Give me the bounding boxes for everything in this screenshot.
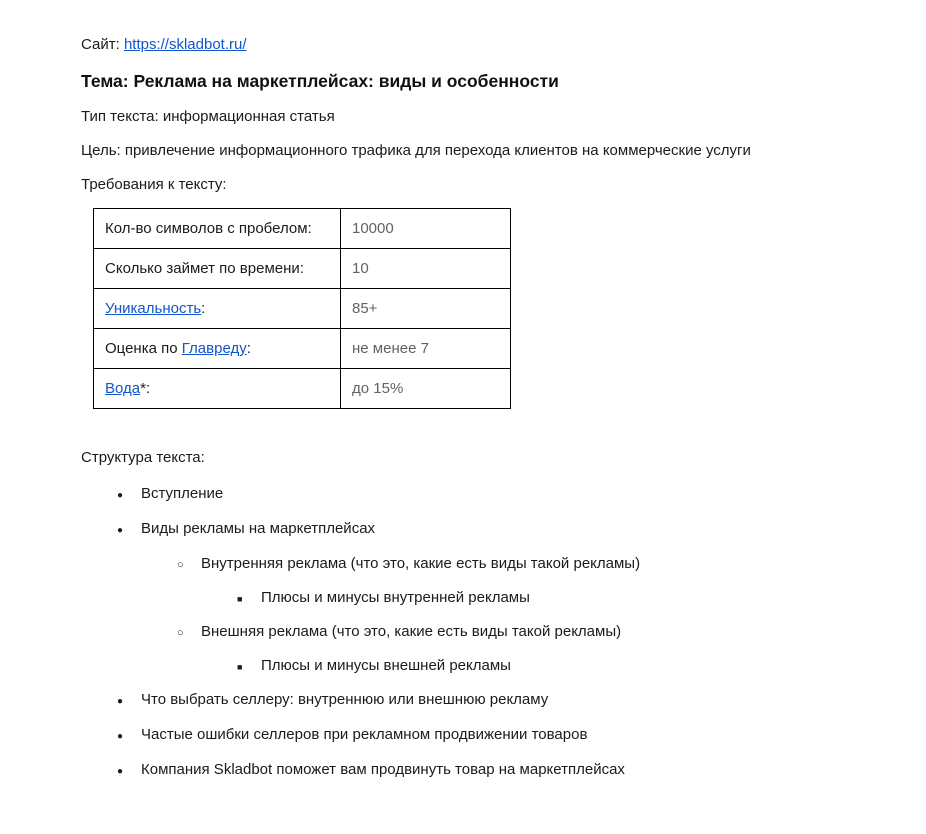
table-cell-value: 10 [341,249,511,289]
table-cell-value: 10000 [341,209,511,249]
label-text: : [201,299,206,317]
list-item-text: Виды рекламы на маркетплейсах [141,520,376,537]
list-item [81,655,846,678]
list-item-text: Плюсы и минусы внешней рекламы [261,657,511,674]
table-row [94,249,511,289]
table-row [94,289,511,329]
list-item-text: Что выбрать селлеру: внутреннюю или внешнюю рекламу [141,691,549,708]
label-text: : [246,339,251,357]
text-type-line: Тип текста: информационная статья [81,108,335,125]
page-title: Тема: Реклама на маркетплейсах: виды и особенности [81,71,559,91]
voda-link[interactable]: Вода [105,379,141,397]
list-item-text: Внутренняя реклама (что это, какие есть виды такой рекламы) [201,555,641,572]
table-cell-label [94,289,341,329]
list-item [81,518,846,542]
bullet-disc-icon: ● [117,525,124,536]
list-item [81,587,846,610]
label-text: Сколько займет по времени: [105,259,304,277]
bullet-circle-icon: ○ [177,627,184,639]
bullet-disc-icon: ● [117,766,124,777]
site-label: Сайт: [81,36,124,53]
requirements-table [93,208,511,409]
bullet-square-icon: ■ [237,594,243,604]
list-item [81,689,846,713]
uniqueness-link[interactable]: Уникальность [105,299,202,317]
label-text: Кол-во символов с пробелом: [105,219,312,237]
list-item [81,483,846,507]
label-text: Оценка по [105,339,182,357]
list-item-text: Вступление [141,485,224,502]
table-row [94,329,511,369]
bullet-circle-icon: ○ [177,559,184,571]
table-cell-label [94,249,341,289]
table-cell-label [94,209,341,249]
list-item [81,553,846,576]
table-cell-label [94,369,341,409]
table-cell-value: до 15% [341,369,511,409]
list-item [81,621,846,644]
list-item [81,759,846,783]
list-item-text: Частые ошибки селлеров при рекламном продвижении товаров [141,726,588,743]
list-item-text: Компания Skladbot поможет вам продвинуть товар на маркетплейсах [141,761,625,778]
site-link[interactable]: https://skladbot.ru/ [123,36,247,53]
bullet-square-icon: ■ [237,662,243,672]
structure-label: Структура текста: [81,449,205,466]
bullet-disc-icon: ● [117,696,124,707]
bullet-disc-icon: ● [117,490,124,501]
table-row [94,369,511,409]
table-cell-value: 85+ [341,289,511,329]
goal-line: Цель: привлечение информационного трафика для перехода клиентов на коммерческие услуги [81,142,751,159]
list-item-text: Плюсы и минусы внутренней рекламы [261,589,530,606]
list-item [81,724,846,748]
structure-outline [81,483,846,783]
label-text: *: [140,379,151,397]
table-cell-label [94,329,341,369]
bullet-disc-icon: ● [117,731,124,742]
requirements-label: Требования к тексту: [81,176,227,193]
site-line [81,34,846,56]
list-item-text: Внешняя реклама (что это, какие есть виды такой рекламы) [201,623,622,640]
table-row [94,209,511,249]
glavred-link[interactable]: Главреду [181,339,247,357]
table-cell-value: не менее 7 [341,329,511,369]
